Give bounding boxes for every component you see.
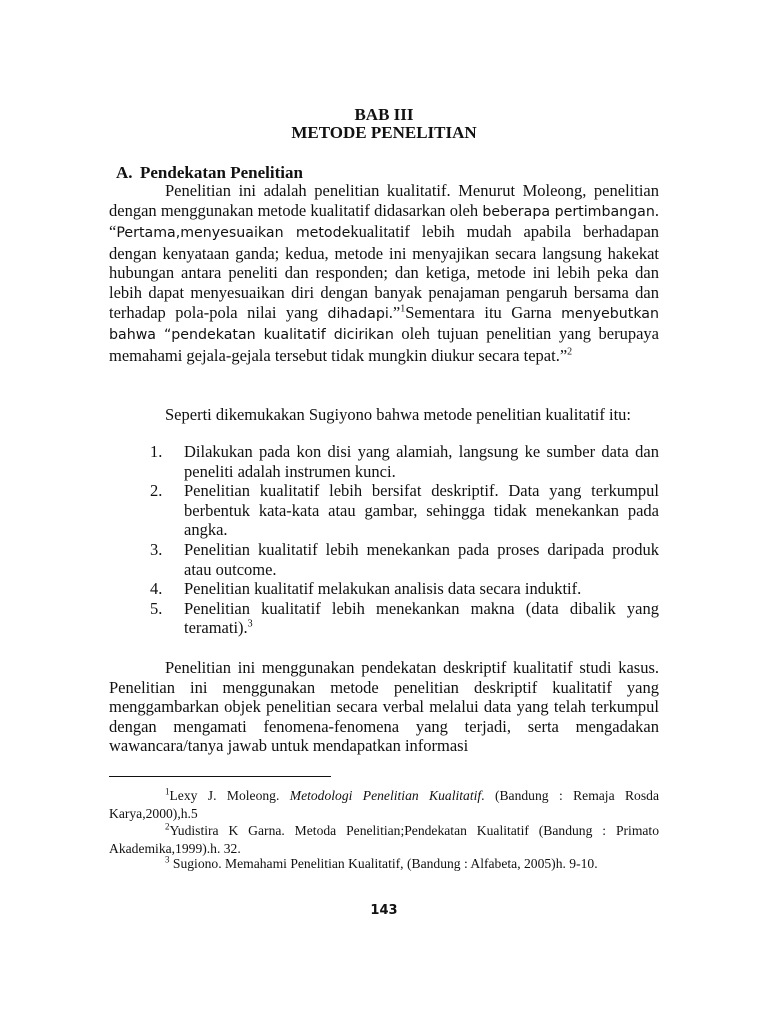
para1-text-j: oleh tujuan penelitian yang berupaya memahami gejala-gejala tersebut tidak mungkin diukur secara tepat.” [109, 324, 659, 365]
section-title: Pendekatan Penelitian [140, 163, 303, 182]
list-text: Penelitian kualitatif melakukan analisis data secara induktif. [184, 579, 582, 599]
footnote-2 [109, 822, 659, 857]
list-number: 1. [150, 442, 163, 461]
list-number: 3. [150, 539, 163, 559]
section-letter: A. [116, 163, 133, 182]
para1-text-b: beberapa pertimbangan [482, 203, 655, 220]
footnote-number: 3 [165, 854, 170, 865]
paragraph-1 [109, 181, 659, 365]
para1-text-d: Pertama,menyesuaikan metode [116, 225, 351, 242]
list-number: 5. [150, 598, 163, 618]
footnote-ref-3: 3 [247, 618, 253, 630]
para1-text-h: Sementara itu Garna [405, 302, 562, 322]
footnote-separator [109, 776, 331, 777]
list-item [150, 599, 659, 638]
chapter-title: BAB III [354, 105, 414, 124]
page-number: 143 [370, 903, 398, 918]
list-text: Penelitian kualitatif lebih bersifat deskriptif. Data yang terkumpul berbentuk kata-kata atau gambar, sehingga tidak menekankan pada angka. [184, 481, 659, 540]
list-item [150, 579, 659, 599]
footnote-book-title: Metodologi Penelitian Kualitatif [289, 788, 482, 803]
list-text: Dilakukan pada kon disi yang alamiah, langsung ke sumber data dan peneliti adalah instrumen kunci. [184, 442, 659, 481]
list-item [150, 540, 659, 579]
footnote-text: . (Bandung : Remaja Rosda Karya,2000),h.5 [109, 788, 659, 821]
footnote-3 [109, 855, 659, 873]
list-text-body: Penelitian kualitatif lebih menekankan makna (data dibalik yang teramati). [184, 598, 659, 638]
paragraph-3 [109, 658, 659, 756]
chapter-subtitle: METODE PENELITIAN [291, 123, 477, 142]
numbered-list [150, 442, 659, 638]
para1-text-a: Penelitian ini adalah penelitian kualitatif. Menurut Moleong, penelitian dengan menggunakan metode kualitatif didasarkan oleh [109, 181, 659, 220]
footnote-number: 1 [165, 786, 170, 797]
para1-text-i: menyebutkan bahwa “pendekatan kualitatif dicirikan [109, 305, 659, 344]
para1-text-e: kualitatif lebih mudah apabila berhadapan dengan kenyataan ganda; kedua, metode ini menyajikan secara langsung hakekat hubungan antara peneliti dan responden; dan ketiga, metode ini lebih peka dan lebih dapat menyesuaikan diri dengan banyak penajaman pengaruh bersama dan terhadap pola-pola nilai yang [109, 222, 660, 322]
paragraph-2 [109, 405, 659, 425]
footnote-number: 2 [165, 821, 170, 832]
footnote-1 [109, 787, 659, 822]
para1-text-f: dihadapi [327, 305, 389, 322]
list-number: 4. [150, 579, 163, 599]
para1-text-c: . “ [109, 200, 659, 242]
list-number: 2. [150, 481, 163, 501]
footnote-text: Yudistira K Garna. Metoda Penelitian;Pendekatan Kualitatif (Bandung : Primato Akademika,1999).h. 32. [109, 823, 659, 856]
footnote-text: Sugiono. Memahami Penelitian Kualitatif, (Bandung : Alfabeta, 2005)h. 9-10. [169, 856, 598, 871]
list-text [184, 599, 659, 638]
list-item [150, 481, 659, 540]
paragraph-3-text: Penelitian ini menggunakan pendekatan deskriptif kualitatif studi kasus. Penelitian ini menggunakan metode penelitian deskriptif kualitatif yang menggambarkan objek penelitian secara verbal melalui data yang telah terkumpul dengan mengamati fenomena-fenomena yang terjadi, serta mengadakan wawancara/tanya jawab untuk mendapatkan informasi [109, 658, 659, 756]
section-heading [116, 163, 303, 183]
footnote-ref-2: 2 [567, 346, 573, 358]
list-item [150, 442, 659, 481]
list-text: Penelitian kualitatif lebih menekankan pada proses daripada produk atau outcome. [184, 539, 659, 579]
footnote-ref-1: 1 [400, 303, 406, 315]
paragraph-2-text: Seperti dikemukakan Sugiyono bahwa metode penelitian kualitatif itu: [165, 405, 632, 424]
footnote-text: Lexy J. Moleong. [169, 788, 290, 803]
para1-text-g: .” [388, 302, 401, 322]
